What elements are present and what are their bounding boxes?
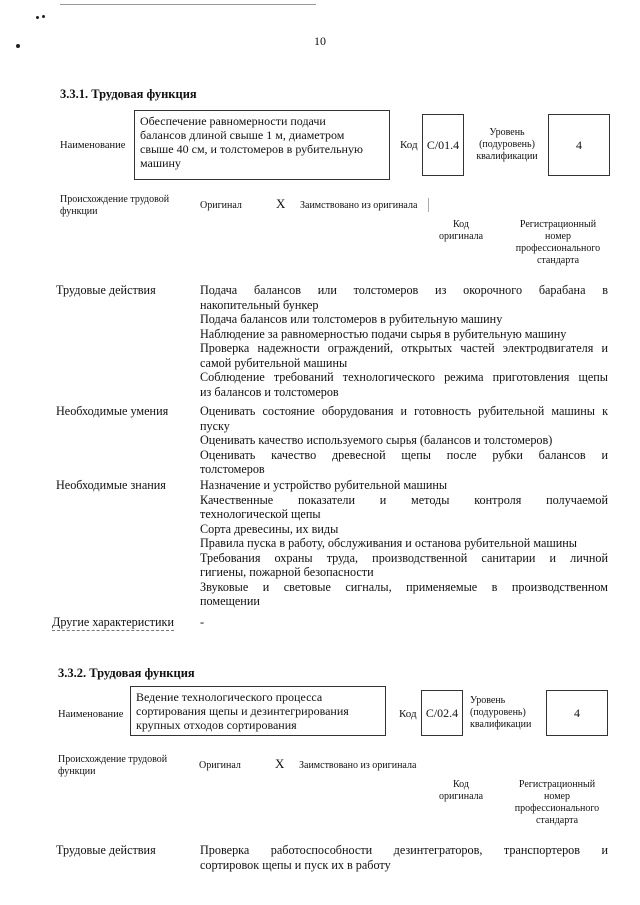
row-label-labor-actions: Трудовые действия <box>56 843 156 857</box>
reg-number-line: Регистрационный <box>519 219 597 230</box>
scan-speck <box>36 16 39 19</box>
function-name-line: свыше 40 см, и толстомеров в рубительную <box>140 142 363 156</box>
level-label-line: квалификации <box>470 719 532 730</box>
level-value: 4 <box>574 705 580 720</box>
origin-code-label <box>430 779 492 803</box>
list-item-line: самой рубительной машины <box>200 355 348 370</box>
list-item-line: сортировок щепы и пуск их в работу <box>200 857 391 872</box>
list-item-line: Проверка работоспособности дезинтеграторов, транспортеров и <box>200 843 608 857</box>
required-skills-list <box>200 404 608 477</box>
code-value-box <box>421 690 463 736</box>
origin-code-line: оригинала <box>438 231 484 242</box>
list-item-line: Звуковые и световые сигналы, применяемые в производственном <box>200 579 608 594</box>
function-name-line: машину <box>140 156 181 170</box>
borrowed-label: Заимствовано из оригинала <box>300 200 418 211</box>
original-label: Оригинал <box>200 200 242 211</box>
reg-number-line: стандарта <box>536 255 580 266</box>
code-value-box <box>422 114 464 176</box>
name-label: Наименование <box>58 709 124 720</box>
level-value-box <box>546 690 608 736</box>
reg-number-label <box>506 219 610 267</box>
origin-label-line: Происхождение трудовой <box>58 754 168 765</box>
code-label: Код <box>399 708 417 720</box>
list-item-line: Правила пуска в работу, обслуживания и останова рубительной машины <box>200 536 578 550</box>
list-item-line: Оценивать качество древесной щепы после рубки балансов и <box>200 447 608 462</box>
function-name-line: Ведение технологического процесса <box>136 690 323 704</box>
level-label-line: Уровень <box>470 695 506 706</box>
labor-actions-list <box>200 843 608 872</box>
reg-number-line: стандарта <box>535 815 579 826</box>
code-label: Код <box>400 139 418 151</box>
list-item-line: Проверка надежности ограждений, открытых частей электродвигателя и <box>200 341 608 355</box>
level-label <box>470 695 542 731</box>
row-label-labor-actions: Трудовые действия <box>56 283 156 297</box>
code-value: C/01.4 <box>426 137 460 152</box>
list-item-line: накопительный бункер <box>200 297 319 312</box>
level-label-line: (подуровень) <box>479 139 535 150</box>
section-title: 3.3.1. Трудовая функция <box>60 87 197 101</box>
row-label-required-knowledge: Необходимые знания <box>56 478 166 492</box>
origin-label-line: функции <box>60 206 98 217</box>
level-label <box>470 127 544 163</box>
function-name-line: Обеспечение равномерности подачи <box>140 114 326 128</box>
row-label-other-characteristics: Другие характеристики <box>52 615 174 629</box>
reg-number-line: Регистрационный <box>518 779 596 790</box>
row-label-required-skills: Необходимые умения <box>56 404 169 418</box>
list-item-line: из балансов и толстомеров <box>200 384 339 399</box>
function-name-line: крупных отходов сортирования <box>136 718 297 732</box>
list-item-line: гигиены, пожарной безопасности <box>200 565 374 579</box>
list-item-line: Подача балансов или толстомеров в рубительную машину <box>200 312 503 326</box>
borrowed-label: Заимствовано из оригинала <box>299 760 417 771</box>
function-name-box <box>130 686 386 736</box>
origin-label <box>60 194 169 218</box>
reg-number-line: профессионального <box>515 243 601 254</box>
list-item-line: пуску <box>200 418 230 433</box>
cell-divider <box>428 198 429 212</box>
level-value-box <box>548 114 610 176</box>
origin-label-line: Происхождение трудовой <box>60 194 170 205</box>
list-item-line: Подача балансов или толстомеров из окорочного барабана в <box>200 283 608 297</box>
function-name-box <box>134 110 390 180</box>
origin-code-label <box>430 219 492 243</box>
list-item-line: помещении <box>200 594 260 608</box>
list-item-line: Качественные показатели и методы контроля получаемой <box>200 492 608 507</box>
list-item-line: технологической щепы <box>200 507 321 521</box>
required-knowledge-list <box>200 478 608 609</box>
reg-number-label <box>505 779 609 827</box>
origin-label <box>58 754 167 778</box>
original-mark: X <box>275 756 285 771</box>
function-name-line: балансов длиной свыше 1 м, диаметром <box>140 128 345 142</box>
name-label: Наименование <box>60 140 126 151</box>
section-title: 3.3.2. Трудовая функция <box>58 666 195 680</box>
level-label-line: квалификации <box>476 151 538 162</box>
other-characteristics-list <box>200 615 608 630</box>
level-value: 4 <box>576 137 582 152</box>
list-item-line: Сорта древесины, их виды <box>200 521 339 536</box>
original-label: Оригинал <box>199 760 241 771</box>
scan-speck <box>42 15 45 18</box>
level-label-line: (подуровень) <box>470 707 526 718</box>
code-value: C/02.4 <box>425 705 459 720</box>
reg-number-line: профессионального <box>514 803 600 814</box>
list-item-line: Требования охраны труда, производственной санитарии и личной <box>200 550 608 565</box>
list-item-line: Оценивать состояние оборудования и готовность рубительной машины к <box>200 404 608 418</box>
origin-code-line: оригинала <box>438 791 484 802</box>
scan-top-line <box>60 4 316 5</box>
origin-code-line: Код <box>453 779 469 790</box>
list-item-line: Оценивать качество используемого сырья (балансов и толстомеров) <box>200 433 553 447</box>
origin-label-line: функции <box>58 766 96 777</box>
list-item-line: - <box>200 615 205 629</box>
reg-number-line: номер <box>544 791 570 802</box>
page-number: 10 <box>314 34 326 48</box>
original-mark: X <box>276 196 286 211</box>
list-item-line: Назначение и устройство рубительной машины <box>200 478 448 492</box>
function-name-line: сортирования щепы и дезинтегрирования <box>136 704 349 718</box>
list-item-line: Соблюдение требований технологического режима приготовления щепы <box>200 370 608 384</box>
labor-actions-list <box>200 283 608 399</box>
level-label-line: Уровень <box>489 127 525 138</box>
list-item-line: толстомеров <box>200 462 265 476</box>
origin-code-line: Код <box>453 219 469 230</box>
reg-number-line: номер <box>545 231 571 242</box>
list-item-line: Наблюдение за равномерностью подачи сырья в рубительную машину <box>200 326 567 341</box>
